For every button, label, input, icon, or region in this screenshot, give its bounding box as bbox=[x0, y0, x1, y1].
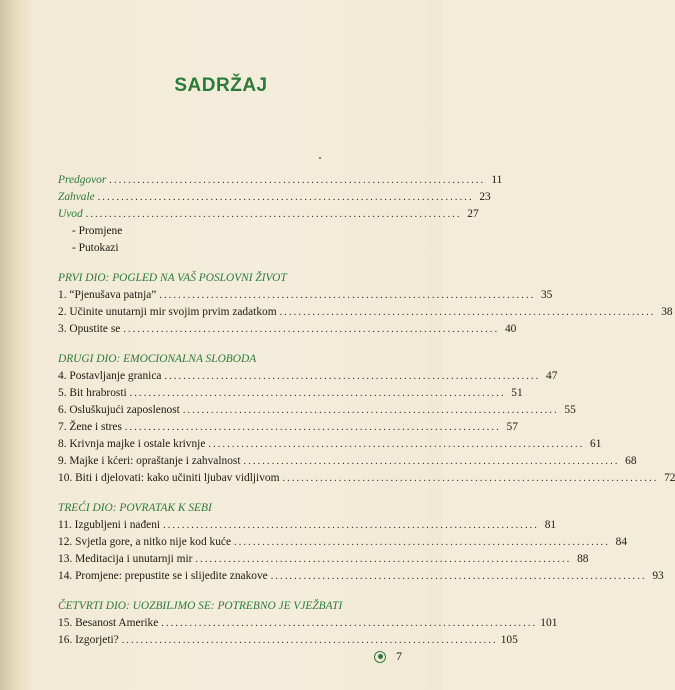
toc-entry-page: 84 bbox=[615, 536, 628, 548]
toc-entry bbox=[58, 323, 517, 340]
paper-speck bbox=[319, 157, 321, 159]
part-heading-1: PRVI DIO: POGLED NA VAŠ POSLOVNI ŽIVOT bbox=[58, 272, 287, 284]
toc-entry-label: Zahvale bbox=[58, 191, 95, 203]
part-heading-4: ČETVRTI DIO: UOZBILJMO SE: POTREBNO JE VJEŽBATI bbox=[58, 600, 343, 612]
toc-entry-label: Predgovor bbox=[58, 174, 107, 186]
toc-entry-label: 14. Promjene: prepustite se i slijedite znakove bbox=[58, 570, 268, 582]
toc-entry-page: 72 bbox=[664, 472, 675, 484]
part-heading-2: DRUGI DIO: EMOCIONALNA SLOBODA bbox=[58, 353, 257, 365]
toc-entry-label: Uvod bbox=[58, 208, 83, 220]
toc-entry bbox=[58, 404, 576, 421]
toc-entry bbox=[58, 472, 675, 489]
toc-entry-label: 5. Bit hrabrosti bbox=[58, 387, 127, 399]
toc-entry bbox=[58, 438, 602, 455]
toc-entry-page: 93 bbox=[652, 570, 664, 582]
page-footer bbox=[374, 649, 402, 664]
toc-entry bbox=[58, 370, 558, 387]
toc-entry-page: 47 bbox=[546, 370, 558, 382]
toc-entry-predgovor bbox=[58, 174, 503, 191]
toc-entry-page: 61 bbox=[590, 438, 602, 450]
leader-dots: ................................................................................ bbox=[123, 324, 500, 335]
toc-subentry: - Putokazi bbox=[72, 242, 119, 254]
leader-dots: ................................................................................ bbox=[121, 635, 498, 646]
spacer bbox=[58, 340, 398, 353]
toc-entry-page: 38 bbox=[661, 306, 673, 318]
leader-dots: ................................................................................ bbox=[97, 192, 474, 203]
toc-entry-label: 15. Besanost Amerike bbox=[58, 617, 159, 629]
toc-entry bbox=[58, 306, 673, 323]
spacer bbox=[58, 587, 398, 600]
toc-entry-label: 2. Učinite unutarnji mir svojim prvim zadatkom bbox=[58, 306, 277, 318]
toc-entry-zahvale bbox=[58, 191, 491, 208]
toc-entry-page: 23 bbox=[479, 191, 491, 203]
leader-dots: ................................................................................ bbox=[279, 307, 656, 318]
toc-entry bbox=[58, 289, 553, 306]
leader-dots: ................................................................................ bbox=[164, 371, 541, 382]
toc-entry bbox=[58, 536, 628, 553]
toc-entry-uvod bbox=[58, 208, 479, 225]
toc-entry bbox=[58, 519, 557, 536]
toc-entry-label: 8. Krivnja majke i ostale krivnje bbox=[58, 438, 206, 450]
leader-dots: ................................................................................ bbox=[208, 439, 585, 450]
leader-dots: ................................................................................ bbox=[159, 290, 536, 301]
toc-entry-page: 68 bbox=[625, 455, 637, 467]
leader-dots: ................................................................................ bbox=[161, 618, 538, 629]
toc-entry-label: 16. Izgorjeti? bbox=[58, 634, 119, 646]
toc-entry-page: 88 bbox=[577, 553, 589, 565]
toc-entry-page: 27 bbox=[467, 208, 479, 220]
toc-entry-label: 7. Žene i stres bbox=[58, 421, 122, 433]
leader-dots: ................................................................................ bbox=[195, 554, 572, 565]
part-heading-3: TREĆI DIO: POVRATAK K SEBI bbox=[58, 502, 212, 514]
toc-entry-label: 4. Postavljanje granica bbox=[58, 370, 162, 382]
spacer bbox=[58, 489, 398, 502]
leader-dots: ................................................................................ bbox=[282, 473, 659, 484]
toc-entry-page: 105 bbox=[500, 634, 518, 646]
toc-entry-page: 40 bbox=[504, 323, 517, 335]
toc-entry-page: 101 bbox=[540, 617, 558, 629]
toc-entry-label: 12. Svjetla gore, a nitko nije kod kuće bbox=[58, 536, 232, 548]
table-of-contents bbox=[58, 174, 675, 651]
toc-entry bbox=[58, 570, 664, 587]
toc-entry bbox=[58, 617, 558, 634]
toc-entry bbox=[58, 455, 637, 472]
leader-dots: ................................................................................ bbox=[109, 175, 486, 186]
toc-entry-page: 57 bbox=[506, 421, 518, 433]
toc-entry-label: 11. Izgubljeni i nađeni bbox=[58, 519, 161, 531]
leader-dots: ................................................................................ bbox=[85, 209, 462, 220]
toc-entry-page: 55 bbox=[564, 404, 576, 416]
toc-entry-page: 11 bbox=[491, 174, 503, 186]
leader-dots: ................................................................................ bbox=[163, 520, 540, 531]
toc-entry bbox=[58, 387, 523, 404]
leader-dots: ................................................................................ bbox=[270, 571, 647, 582]
toc-entry-label: 9. Majke i kćeri: opraštanje i zahvalnost bbox=[58, 455, 241, 467]
toc-entry-label: 1. “Pjenušava patnja” bbox=[58, 289, 157, 301]
toc-entry-label: 3. Opustite se bbox=[58, 323, 121, 335]
toc-entry-page: 51 bbox=[511, 387, 523, 399]
leader-dots: ................................................................................ bbox=[129, 388, 506, 399]
toc-entry-label: 13. Meditacija i unutarnji mir bbox=[58, 553, 193, 565]
toc-entry bbox=[58, 634, 518, 651]
leader-dots: ................................................................................ bbox=[243, 456, 620, 467]
publisher-emblem-icon bbox=[374, 651, 386, 663]
spacer bbox=[58, 259, 398, 272]
toc-entry-page: 35 bbox=[540, 289, 553, 301]
leader-dots: ................................................................................ bbox=[234, 537, 611, 548]
leader-dots: ................................................................................ bbox=[182, 405, 559, 416]
toc-entry-label: 10. Biti i djelovati: kako učiniti ljubav vidljivom bbox=[58, 472, 280, 484]
page-title: SADRŽAJ bbox=[174, 75, 268, 96]
toc-entry-label: 6. Osluškujući zaposlenost bbox=[58, 404, 180, 416]
page-number: 7 bbox=[396, 649, 402, 663]
toc-entry-page: 81 bbox=[544, 519, 557, 531]
toc-entry bbox=[58, 553, 589, 570]
toc-subentry: - Promjene bbox=[72, 225, 123, 237]
toc-entry bbox=[58, 421, 518, 438]
leader-dots: ................................................................................ bbox=[124, 422, 501, 433]
